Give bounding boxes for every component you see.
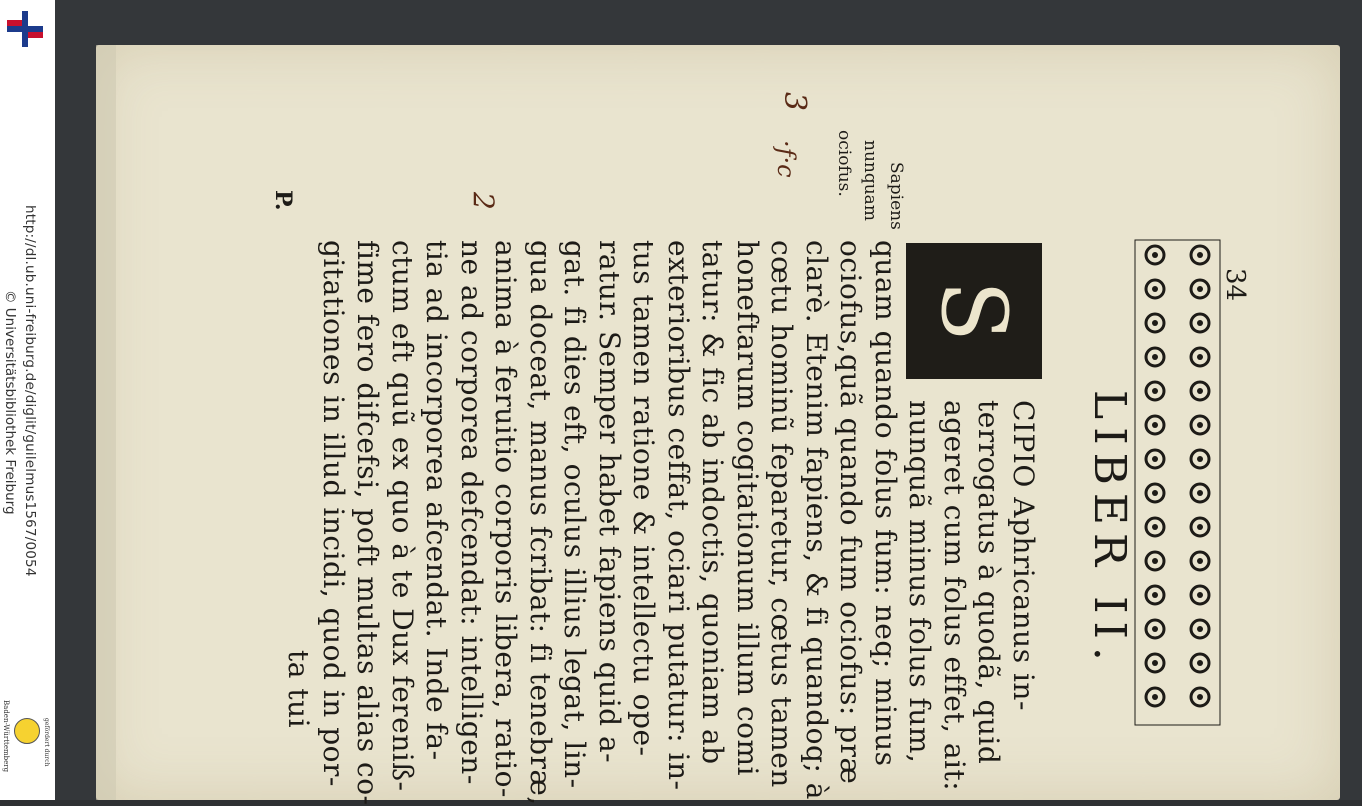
ornament-dot	[1197, 524, 1203, 530]
state-coat-of-arms-icon	[14, 718, 40, 744]
funding-state-label: Baden-Württemberg	[2, 700, 10, 773]
catchword: ta tui	[282, 650, 316, 729]
body-text	[260, 230, 1040, 806]
ornament-dot	[1197, 320, 1203, 326]
text-line: gat. fi dies eft, oculus illius legat, lin-	[558, 240, 592, 789]
text-line: clarè. Etenim fapiens, & fi quandoq; à	[800, 240, 833, 800]
ornament-dot	[1152, 320, 1158, 326]
text-line: ne ad corporea defcendat: intelligen-	[455, 240, 488, 785]
handwritten-note: 2	[467, 192, 500, 210]
page-number: 34	[1220, 268, 1250, 302]
ornament-dot	[1197, 388, 1203, 394]
text-line: honeftarum cogitationum illum comi	[731, 240, 764, 777]
text-line: ageret cum folus effet, ait:	[938, 400, 971, 792]
ornament-dot	[1197, 490, 1203, 496]
text-line: quam quando folus fum: neq; minus	[869, 240, 902, 767]
ornament-dot	[1152, 694, 1158, 700]
ornament-dot	[1197, 422, 1203, 428]
ornament-dot	[1152, 558, 1158, 564]
ornament-dot	[1152, 524, 1158, 530]
ornament-dot	[1152, 252, 1158, 258]
ornament-dot	[1152, 456, 1158, 462]
ornament-dot	[1197, 592, 1203, 598]
initial-letter: S	[921, 280, 1027, 342]
copyright-notice: © Universitätsbibliothek Freiburg	[2, 290, 18, 515]
handwritten-note: 3	[777, 92, 812, 112]
ornament-dot	[1197, 558, 1203, 564]
text-line: terrogatus à quodã, quid	[972, 400, 1006, 765]
ornament-dot	[1197, 660, 1203, 666]
text-line: exterioribus ceffat, ociari putatur: in-	[662, 240, 695, 791]
ornament-dot	[1197, 456, 1203, 462]
text-line: nunquã minus folus fum,	[903, 400, 937, 764]
ornament-dot	[1152, 490, 1158, 496]
ornament-dot	[1152, 286, 1158, 292]
ornament-dot	[1152, 388, 1158, 394]
text-line: ociofus,quã quando fum ociofus: præ	[834, 240, 868, 785]
text-line: tatur: & fic ab indoctis, quoniam ab	[696, 240, 730, 765]
margin-letter: P.	[270, 190, 296, 211]
ornament-dot	[1197, 626, 1203, 632]
viewer-side-strip	[0, 0, 55, 800]
ornament-dot	[1197, 694, 1203, 700]
handwritten-note: ·f·c	[772, 140, 800, 178]
text-line: fime fero difcefsi, poft multas alias co-	[351, 240, 385, 806]
margin-note-line: ociofus.	[834, 130, 854, 197]
text-line: ctum eft quũ ex quo à te Dux fereniß-	[386, 240, 419, 792]
ornament-dot	[1152, 660, 1158, 666]
text-line: tia ad incorporea afcendat. Inde fa-	[420, 240, 454, 761]
margin-note-line: nunquam	[860, 140, 880, 221]
text-line: gitationes in illud incidi, quod in por-	[317, 240, 350, 787]
ornament-dot	[1152, 354, 1158, 360]
ornament-dot	[1197, 286, 1203, 292]
document-url[interactable]: http://dl.ub.uni-freiburg.de/diglit/guilelmus1567/0054	[22, 205, 38, 577]
university-logo-icon	[4, 8, 46, 50]
text-line: ratur. Semper habet fapiens quid a-	[593, 240, 626, 764]
text-line: cœtu hominũ feparetur, cœtus tamen	[765, 240, 799, 788]
page-edge	[96, 45, 116, 800]
ornament-dot	[1197, 252, 1203, 258]
text-line: CIPIO Aphricanus in-	[1007, 400, 1040, 711]
ornamental-border-icon	[1130, 235, 1225, 730]
text-line: tus tamen ratione & intellectu ope-	[627, 240, 661, 757]
ornament-dot	[1152, 422, 1158, 428]
ornament-dot	[1197, 354, 1203, 360]
chapter-title: LIBER II.	[1084, 390, 1135, 669]
funding-label: gefördert durch	[43, 718, 50, 767]
ornament-dot	[1152, 626, 1158, 632]
ornament-dot	[1152, 592, 1158, 598]
text-line: anima à feruitio corporis libera, ratio-	[489, 240, 523, 798]
text-line: gua doceat, manus fcribat: fi tenebræ,	[524, 240, 557, 806]
margin-note-line: Sapiens	[886, 162, 906, 230]
